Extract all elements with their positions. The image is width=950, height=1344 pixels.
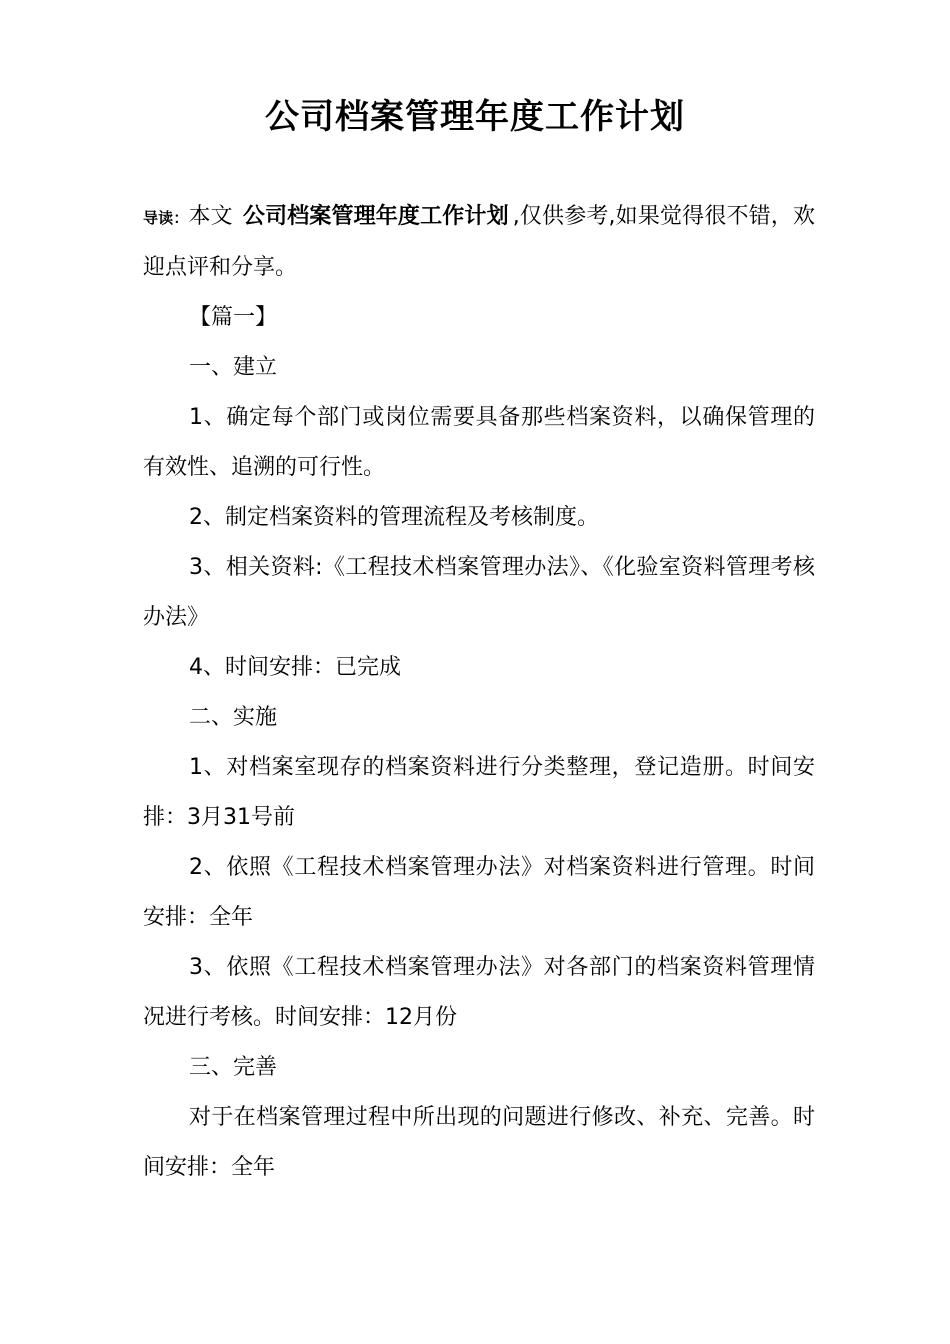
subsection-heading: 三、完善 xyxy=(189,1055,278,1080)
lead-bold-title: 公司档案管理年度工作计划 xyxy=(242,204,509,229)
lead-suffix: ,仅供参考,如果觉得很不错，欢迎点评和分享。 xyxy=(143,204,815,280)
body-paragraph: 3、依照《工程技术档案管理办法》对各部门的档案资料管理情况进行考核。时间安排：12月份 xyxy=(143,955,815,1030)
body-paragraph: 1、确定每个部门或岗位需要具备那些档案资料，以确保管理的有效性、追溯的可行性。 xyxy=(143,405,815,480)
subsection-heading: 二、实施 xyxy=(189,705,278,730)
body-paragraph: 2、依照《工程技术档案管理办法》对档案资料进行管理。时间安排：全年 xyxy=(143,855,815,930)
subsection-heading: 一、建立 xyxy=(189,355,278,380)
document-body xyxy=(143,192,815,1193)
body-paragraph: 2、制定档案资料的管理流程及考核制度。 xyxy=(189,505,599,530)
lead-prefix: 本文 xyxy=(188,204,233,229)
body-paragraph: 1、对档案室现存的档案资料进行分类整理，登记造册。时间安排：3月31号前 xyxy=(143,755,815,830)
body-paragraph: 4、时间安排：已完成 xyxy=(189,655,401,680)
lead-label: 导读： xyxy=(143,209,189,227)
lead-paragraph xyxy=(143,192,815,293)
section-heading: 【篇一】 xyxy=(189,305,278,330)
body-paragraph: 对于在档案管理过程中所出现的问题进行修改、补充、完善。时间安排：全年 xyxy=(143,1105,815,1180)
document-title: 公司档案管理年度工作计划 xyxy=(265,97,685,137)
body-paragraph: 3、相关资料:《工程技术档案管理办法》、《化验室资料管理考核办法》 xyxy=(143,555,815,630)
